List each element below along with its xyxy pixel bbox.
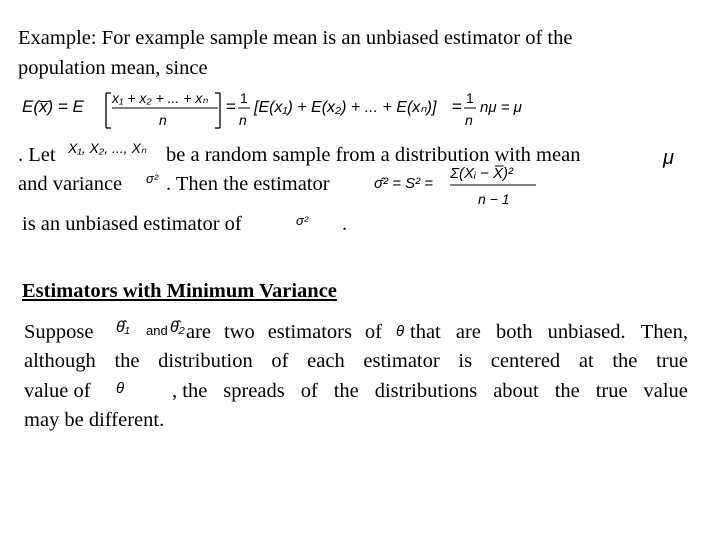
eq-result: nμ = μ bbox=[480, 99, 522, 116]
example-line-2: population mean, since bbox=[18, 57, 208, 79]
unbiased-text: is an unbiased estimator of bbox=[22, 213, 242, 235]
unbiased-period: . bbox=[342, 213, 348, 235]
estimator-numerator: Σ(Xᵢ − X̅)² bbox=[450, 165, 513, 182]
let-text: be a random sample from a distribution with mean bbox=[166, 144, 581, 166]
and-variance: and variance bbox=[18, 173, 123, 195]
svg-text:=: = bbox=[452, 97, 462, 116]
section-heading: Estimators with Minimum Variance bbox=[22, 280, 337, 302]
minvar-line1-middle: are two estimators of bbox=[186, 321, 382, 343]
suppose-word: Suppose bbox=[24, 321, 94, 343]
estimator-denominator: n − 1 bbox=[478, 191, 510, 207]
theta2-symbol: θ̂₂ bbox=[170, 319, 185, 336]
minvar-line-3: , the spreads of the distributions about the true value bbox=[172, 380, 688, 402]
eq-step2-num: 1 bbox=[466, 90, 474, 106]
eq-step1-num: 1 bbox=[240, 90, 248, 106]
sigma2-symbol: σ² bbox=[146, 171, 159, 186]
estimator-lhs: σ̂² = S² = bbox=[374, 175, 434, 192]
sample-mean-equation bbox=[18, 84, 538, 132]
eq-lhs: E(x̅) = E bbox=[22, 97, 84, 116]
eq-step2-den: n bbox=[465, 112, 473, 128]
example-line-1: Example: For example sample mean is an unbiased estimator of the bbox=[18, 27, 573, 49]
theta1-symbol: θ̂₁ bbox=[116, 319, 130, 336]
minvar-line-4: may be different. bbox=[24, 409, 165, 431]
then-estimator: . Then the estimator bbox=[166, 173, 330, 195]
and-small: and bbox=[146, 323, 168, 338]
minvar-line1-end: that are both unbiased. Then, bbox=[410, 321, 688, 343]
theta-symbol-2: θ bbox=[116, 380, 125, 397]
value-of: value of bbox=[24, 380, 91, 402]
eq-numerator: x₁ + x₂ + ... + xₙ bbox=[112, 90, 208, 106]
variance-estimator-equation bbox=[370, 160, 550, 210]
eq-denominator: n bbox=[159, 112, 167, 128]
theta-symbol: θ bbox=[396, 323, 405, 340]
eq-bracket-content: [E(x₁) + E(x₂) + ... + E(xₙ)] bbox=[254, 99, 437, 116]
sample-symbols: X₁, X₂, ..., Xₙ bbox=[68, 140, 147, 156]
minvar-line-2: although the distribution of each estimator is centered at the true bbox=[24, 350, 688, 372]
mu-symbol: μ bbox=[663, 147, 674, 169]
let-prefix: . Let bbox=[18, 144, 56, 166]
sigma2-symbol-2: σ² bbox=[296, 213, 309, 228]
svg-text:=: = bbox=[226, 97, 236, 116]
eq-step1-den: n bbox=[239, 112, 247, 128]
